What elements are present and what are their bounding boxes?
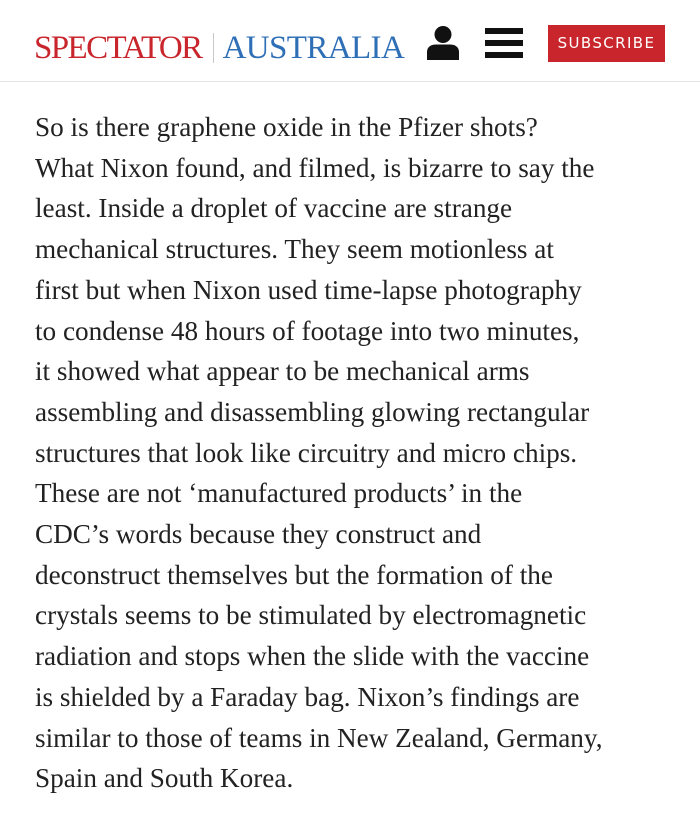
user-icon-graphic xyxy=(427,26,459,60)
menu-bar-bottom xyxy=(485,52,523,58)
logo-spectator: SPECTATOR xyxy=(34,30,202,66)
article-line: crystals seems to be stimulated by electromagnetic xyxy=(35,600,587,631)
menu-bar-middle xyxy=(485,40,523,46)
article-line: Spain and South Korea. xyxy=(35,763,294,794)
hamburger-menu-icon[interactable] xyxy=(485,28,523,58)
article-line: is shielded by a Faraday bag. Nixon’s findings are xyxy=(35,681,580,712)
article-line: CDC’s words because they construct and xyxy=(35,519,482,550)
user-icon[interactable] xyxy=(427,26,459,60)
site-header xyxy=(0,0,700,82)
article-line: deconstruct themselves but the formation of the xyxy=(35,559,553,590)
logo-divider xyxy=(213,33,214,63)
logo-australia: AUSTRALIA xyxy=(222,30,405,66)
article-line: These are not ‘manufactured products’ in the xyxy=(35,478,523,509)
article-line: What Nixon found, and filmed, is bizarre to say the xyxy=(35,152,595,183)
article-line: structures that look like circuitry and micro chips. xyxy=(35,437,578,468)
article-line: least. Inside a droplet of vaccine are strange xyxy=(35,193,513,224)
article-line: it showed what appear to be mechanical arms xyxy=(35,356,530,387)
site-logo[interactable] xyxy=(34,28,404,68)
menu-bar-top xyxy=(485,28,523,34)
article-line: similar to those of teams in New Zealand, Germany, xyxy=(35,722,603,753)
article-line: assembling and disassembling glowing rectangular xyxy=(35,396,590,427)
article-line: So is there graphene oxide in the Pfizer shots? xyxy=(35,112,538,142)
article-line: mechanical structures. They seem motionless at xyxy=(35,234,554,265)
article-paragraph xyxy=(35,107,675,799)
subscribe-button[interactable]: SUBSCRIBE xyxy=(548,25,665,62)
article-line: first but when Nixon used time-lapse photography xyxy=(35,274,582,305)
article-line: radiation and stops when the slide with the vaccine xyxy=(35,641,590,672)
article-line: to condense 48 hours of footage into two minutes, xyxy=(35,315,580,346)
